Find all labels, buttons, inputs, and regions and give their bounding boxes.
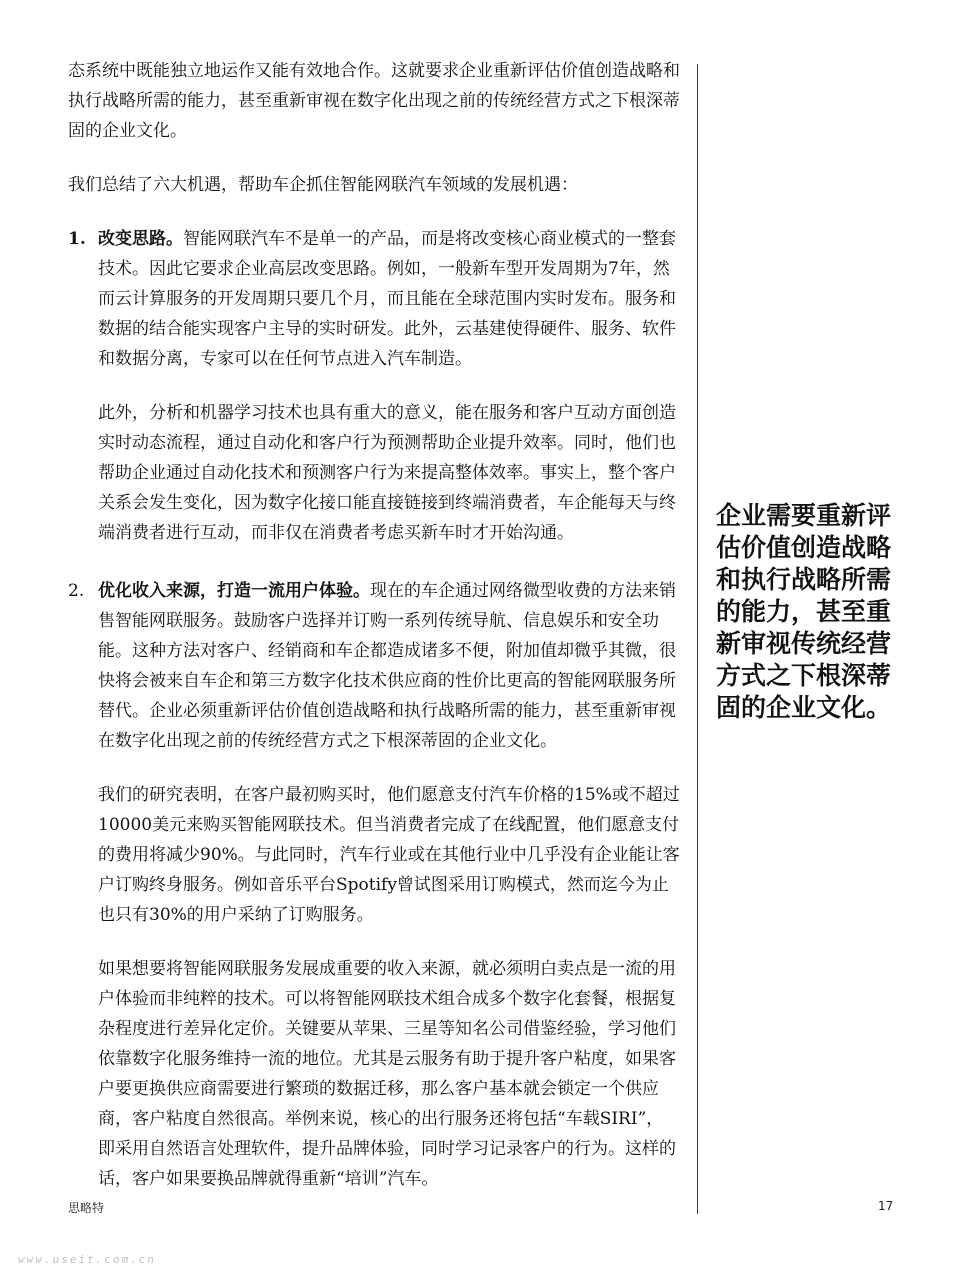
list-item-2-paragraph-3: 如果想要将智能网联服务发展成重要的收入来源，就必须明白卖点是一流的用户体验而非纯粹的技术。可以将智能网联技术组合成多个数字化套餐，根据复杂程度进行差异化定价。关键要从苹果、三星等知名公司借鉴经验，学习他们依靠数字化服务维持一流的地位。尤其是云服务有助于提升客户粘度，如果客户要更换供应商需要进行繁琐的数据迁移，那么客户基本就会锁定一个供应商，客户粘度自然很高。举例来说，核心的出行服务还将包括“车载SIRI”，即采用自然语言处理软件，提升品牌体验，同时学习记录客户的行为。这样的话，客户如果要换品牌就得重新“培训”汽车。 xyxy=(98,959,676,1189)
list-number-2: 2. xyxy=(68,581,85,601)
column-divider xyxy=(697,64,698,1214)
main-column xyxy=(68,56,680,1194)
pull-quote: 企业需要重新评估价值创造战略和执行战略所需的能力，甚至重新审视传统经营方式之下根深蒂固的企业文化。 xyxy=(716,501,892,722)
list-item-2-text: 现在的车企通过网络微型收费的方法来销售智能网联服务。鼓励客户选择并订购一系列传统导航、信息娱乐和安全功能。这种方法对客户、经销商和车企都造成诸多不便，附加值却微乎其微，很快将会被来自车企和第三方数字化技术供应商的性价比更高的智能网联服务所替代。企业必须重新评估价值创造战略和执行战略所需的能力，甚至重新审视在数字化出现之前的传统经营方式之下根深蒂固的企业文化。 xyxy=(98,581,676,751)
summary-paragraph: 我们总结了六大机遇，帮助车企抓住智能网联汽车领域的发展机遇： xyxy=(68,175,578,195)
footer-publisher: 思略特 xyxy=(68,1201,105,1215)
list-item-2 xyxy=(68,576,680,756)
page-number: 17 xyxy=(878,1199,894,1213)
watermark: www.useit.com.cn xyxy=(18,1253,156,1266)
list-item-2-heading: 优化收入来源，打造一流用户体验。 xyxy=(98,581,370,601)
list-item-1-paragraph-2: 此外，分析和机器学习技术也具有重大的意义，能在服务和客户互动方面创造实时动态流程，通过自动化和客户行为预测帮助企业提升效率。同时，他们也帮助企业通过自动化技术和预测客户行为来提高整体效率。事实上，整个客户关系会发生变化，因为数字化接口能直接链接到终端消费者，车企能每天与终端消费者进行互动，而非仅在消费者考虑买新车时才开始沟通。 xyxy=(98,403,676,543)
list-item-1-text: 智能网联汽车不是单一的产品，而是将改变核心商业模式的一整套技术。因此它要求企业高层改变思路。例如，一般新车型开发周期为7年，然而云计算服务的开发周期只要几个月，而且能在全球范围内实时发布。服务和数据的结合能实现客户主导的实时研发。此外，云基建使得硬件、服务、软件和数据分离，专家可以在任何节点进入汽车制造。 xyxy=(98,229,676,369)
list-item-2-paragraph-2: 我们的研究表明，在客户最初购买时，他们愿意支付汽车价格的15%或不超过10000美元来购买智能网联技术。但当消费者完成了在线配置，他们愿意支付的费用将减少90%。与此同时，汽车行业或在其他行业中几乎没有企业能让客户订购终身服务。例如音乐平台Spotify曾试图采用订购模式，然而迄今为止也只有30%的用户采纳了订购服务。 xyxy=(98,785,680,925)
list-item-1-body xyxy=(98,224,680,374)
list-number-1: 1. xyxy=(68,229,86,249)
list-item-1-heading: 改变思路。 xyxy=(98,229,183,249)
intro-paragraph: 态系统中既能独立地运作又能有效地合作。这就要求企业重新评估价值创造战略和执行战略所需的能力，甚至重新审视在数字化出现之前的传统经营方式之下根深蒂固的企业文化。 xyxy=(68,61,680,141)
list-item-2-body xyxy=(98,576,680,756)
list-item-1 xyxy=(68,224,680,374)
